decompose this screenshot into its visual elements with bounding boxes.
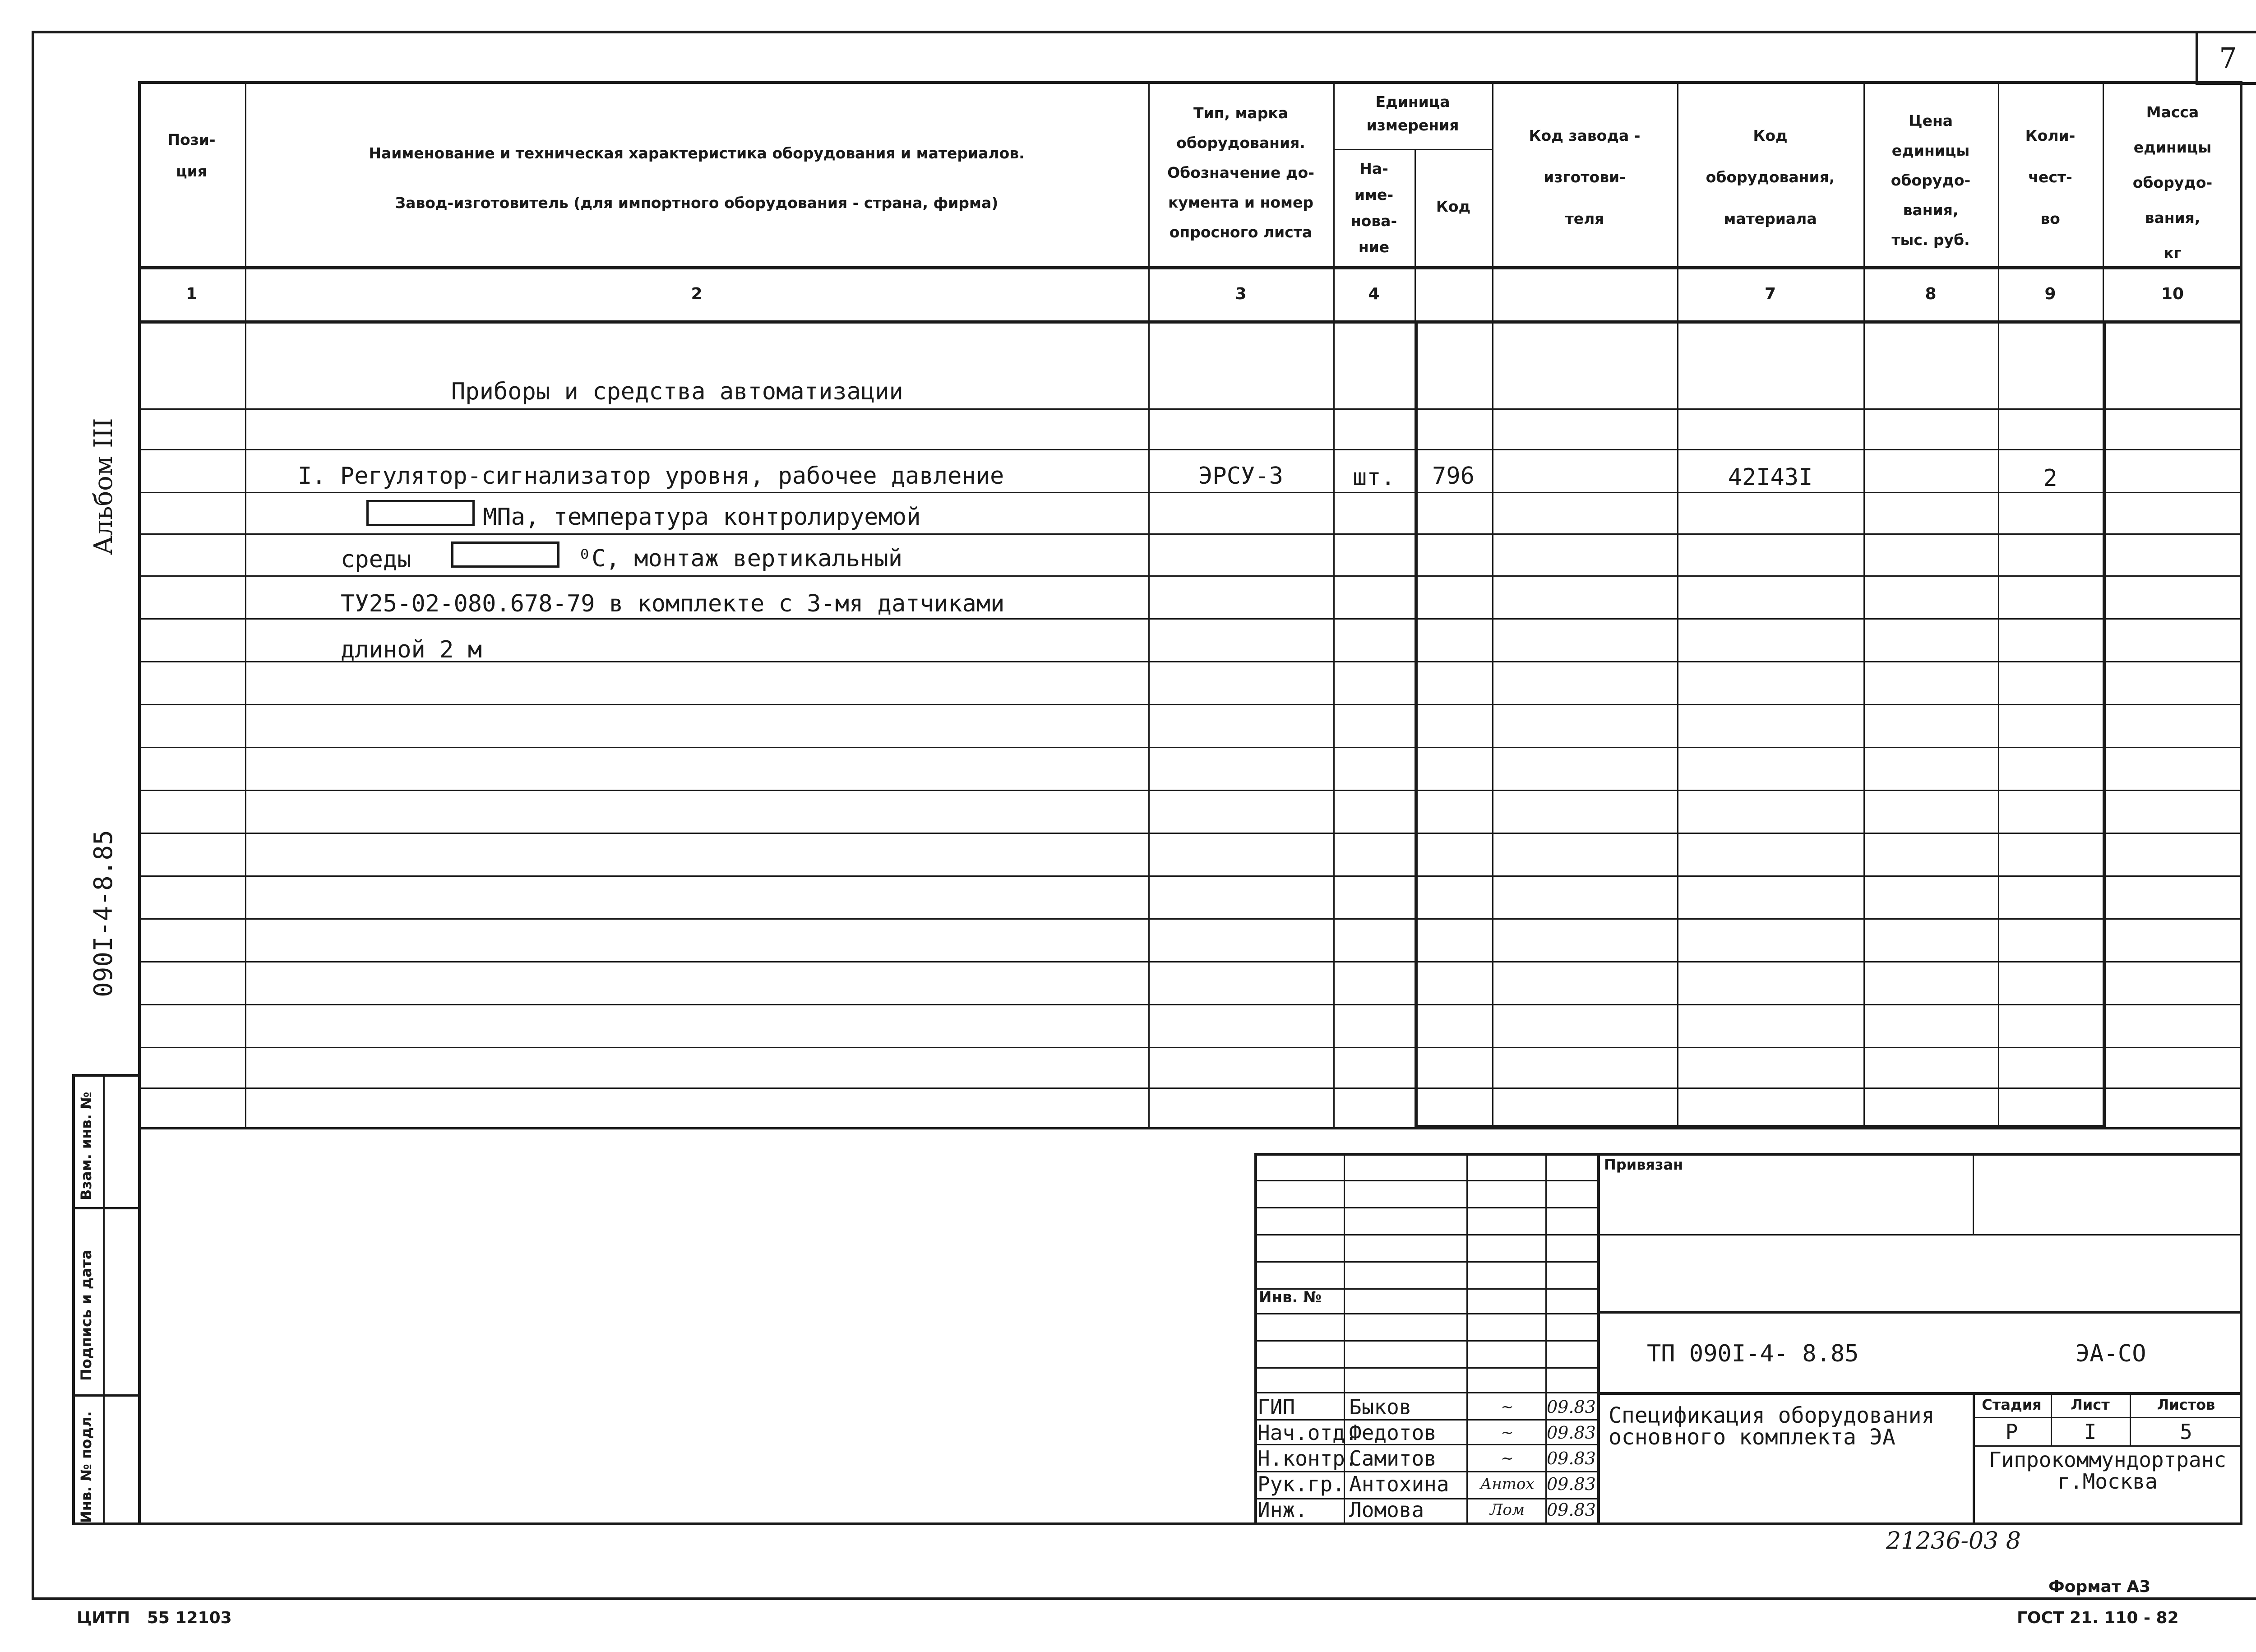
title-block-row-line: [1254, 1340, 1597, 1342]
title-block-row-line: [1254, 1261, 1597, 1263]
sheets-label: Листов: [2157, 1396, 2215, 1413]
signer-date: 09.83: [1547, 1397, 1596, 1417]
inv-label: Инв. №: [1259, 1288, 1322, 1306]
doc-mark: ЭА-СО: [2076, 1340, 2146, 1367]
footer-left: ЦИТП 55 12103: [77, 1609, 232, 1627]
signer-name: Федотов: [1349, 1421, 1437, 1445]
header-col5: Код: [1436, 198, 1471, 215]
colnum-1: 1: [185, 285, 198, 303]
signer-signature: ~: [1501, 1424, 1514, 1442]
signer-signature: Антох: [1480, 1475, 1535, 1493]
signer-name: Самитов: [1349, 1446, 1437, 1471]
archive-number: 21236-03 8: [1886, 1527, 2021, 1555]
stage-value: Р: [2005, 1420, 2018, 1444]
signature-date-label: Подпись и дата: [78, 1249, 95, 1381]
interchange-label: Взам. инв. №: [78, 1092, 95, 1200]
org-city: г.Москва: [2057, 1469, 2158, 1494]
format-label: Формат А3: [2048, 1578, 2151, 1596]
item-line-3a: среды: [341, 546, 411, 573]
signer-signature: ~: [1501, 1449, 1514, 1467]
title-block-row-line: [1254, 1207, 1597, 1208]
header-col4: На- име- нова- ние: [1350, 160, 1397, 256]
original-inv-label: Инв. № подл.: [78, 1411, 95, 1523]
signer-date: 09.83: [1547, 1423, 1596, 1443]
sheet-number: 7: [2219, 42, 2237, 74]
doc-title-2: основного комплекта ЭА: [1609, 1425, 1895, 1450]
item-unit-code: 796: [1432, 463, 1475, 490]
header-unit-group: Единица измерения: [1366, 93, 1459, 134]
item-line-1: I. Регулятор-сигнализатор уровня, рабочее давление: [298, 463, 1004, 490]
item-equipment-code: 42I43I: [1728, 464, 1813, 491]
colnum-4: 4: [1368, 285, 1380, 303]
header-col9: Коли- чест- во: [2025, 127, 2076, 227]
bound-label: Привязан: [1604, 1156, 1683, 1173]
colnum-10: 10: [2161, 285, 2184, 303]
section-title: Приборы и средства автоматизации: [451, 378, 903, 405]
colnum-7: 7: [1764, 285, 1776, 303]
signer-role: Н.контр.: [1257, 1446, 1358, 1471]
colnum-2: 2: [691, 285, 703, 303]
item-type: ЭРСУ-3: [1198, 463, 1283, 490]
stage-label: Стадия: [1982, 1396, 2042, 1413]
item-unit: шт.: [1353, 464, 1395, 491]
sheets-value: 5: [2180, 1420, 2192, 1444]
item-line-4: ТУ25-02-080.678-79 в комплекте с 3-мя датчиками: [341, 590, 1005, 617]
signer-signature: ~: [1501, 1398, 1514, 1416]
signer-role: Рук.гр.: [1257, 1472, 1345, 1496]
title-block-row-line: [1254, 1313, 1597, 1314]
org-name: Гипрокоммундортранс: [1988, 1448, 2227, 1472]
colnum-8: 8: [1925, 285, 1937, 303]
header-col8: Цена единицы оборудо- вания, тыс. руб.: [1891, 112, 1971, 249]
title-block-row-line: [1254, 1392, 1597, 1393]
header-col10: Масса единицы оборудо- вания, кг: [2132, 103, 2213, 262]
colnum-9: 9: [2044, 285, 2056, 303]
sheet-label: Лист: [2071, 1396, 2110, 1413]
title-block-row-line: [1254, 1234, 1597, 1236]
bold-block: [1415, 320, 2106, 1128]
signer-role: Инж.: [1257, 1498, 1308, 1522]
project-code-vertical: 090I-4-8.85: [89, 830, 118, 997]
footer-right: ГОСТ 21. 110 - 82: [2017, 1609, 2179, 1627]
album-label: Альбом III: [89, 418, 118, 555]
signer-date: 09.83: [1547, 1474, 1596, 1494]
header-col7: Код оборудования, материала: [1706, 127, 1835, 227]
signer-role: Нач.отд.: [1257, 1421, 1358, 1445]
doc-code: ТП 090I-4- 8.85: [1647, 1340, 1859, 1367]
signer-role: ГИП: [1257, 1395, 1295, 1419]
colnum-3: 3: [1235, 285, 1247, 303]
pressure-blank-box: [366, 500, 475, 526]
sheet-value: I: [2084, 1420, 2097, 1444]
doc-title-1: Спецификация оборудования: [1609, 1403, 1935, 1428]
title-block-row-line: [1254, 1367, 1597, 1369]
header-col2: Наименование и техническая характеристика оборудования и материалов. Завод-изготовитель (для импортного оборудования - страна, фирма): [369, 144, 1025, 212]
header-col6: Код завода - изготови- теля: [1529, 127, 1641, 227]
item-line-5: длиной 2 м: [341, 636, 482, 663]
temperature-blank-box: [451, 541, 559, 568]
signer-signature: Лом: [1489, 1501, 1525, 1519]
signer-name: Ломова: [1349, 1498, 1424, 1522]
signer-date: 09.83: [1547, 1500, 1596, 1520]
signer-name: Антохина: [1349, 1472, 1449, 1496]
header-col3: Тип, марка оборудования. Обозначение до- кумента и номер опросного листа: [1167, 104, 1314, 241]
title-block-row-line: [1254, 1180, 1597, 1181]
signer-name: Быков: [1349, 1395, 1412, 1419]
header-col1: Пози- ция: [167, 131, 216, 180]
item-quantity: 2: [2043, 465, 2057, 492]
item-line-3b: ⁰С, монтаж вертикальный: [578, 545, 903, 572]
item-line-2: МПа, температура контролируемой: [483, 504, 921, 531]
signer-date: 09.83: [1547, 1448, 1596, 1468]
